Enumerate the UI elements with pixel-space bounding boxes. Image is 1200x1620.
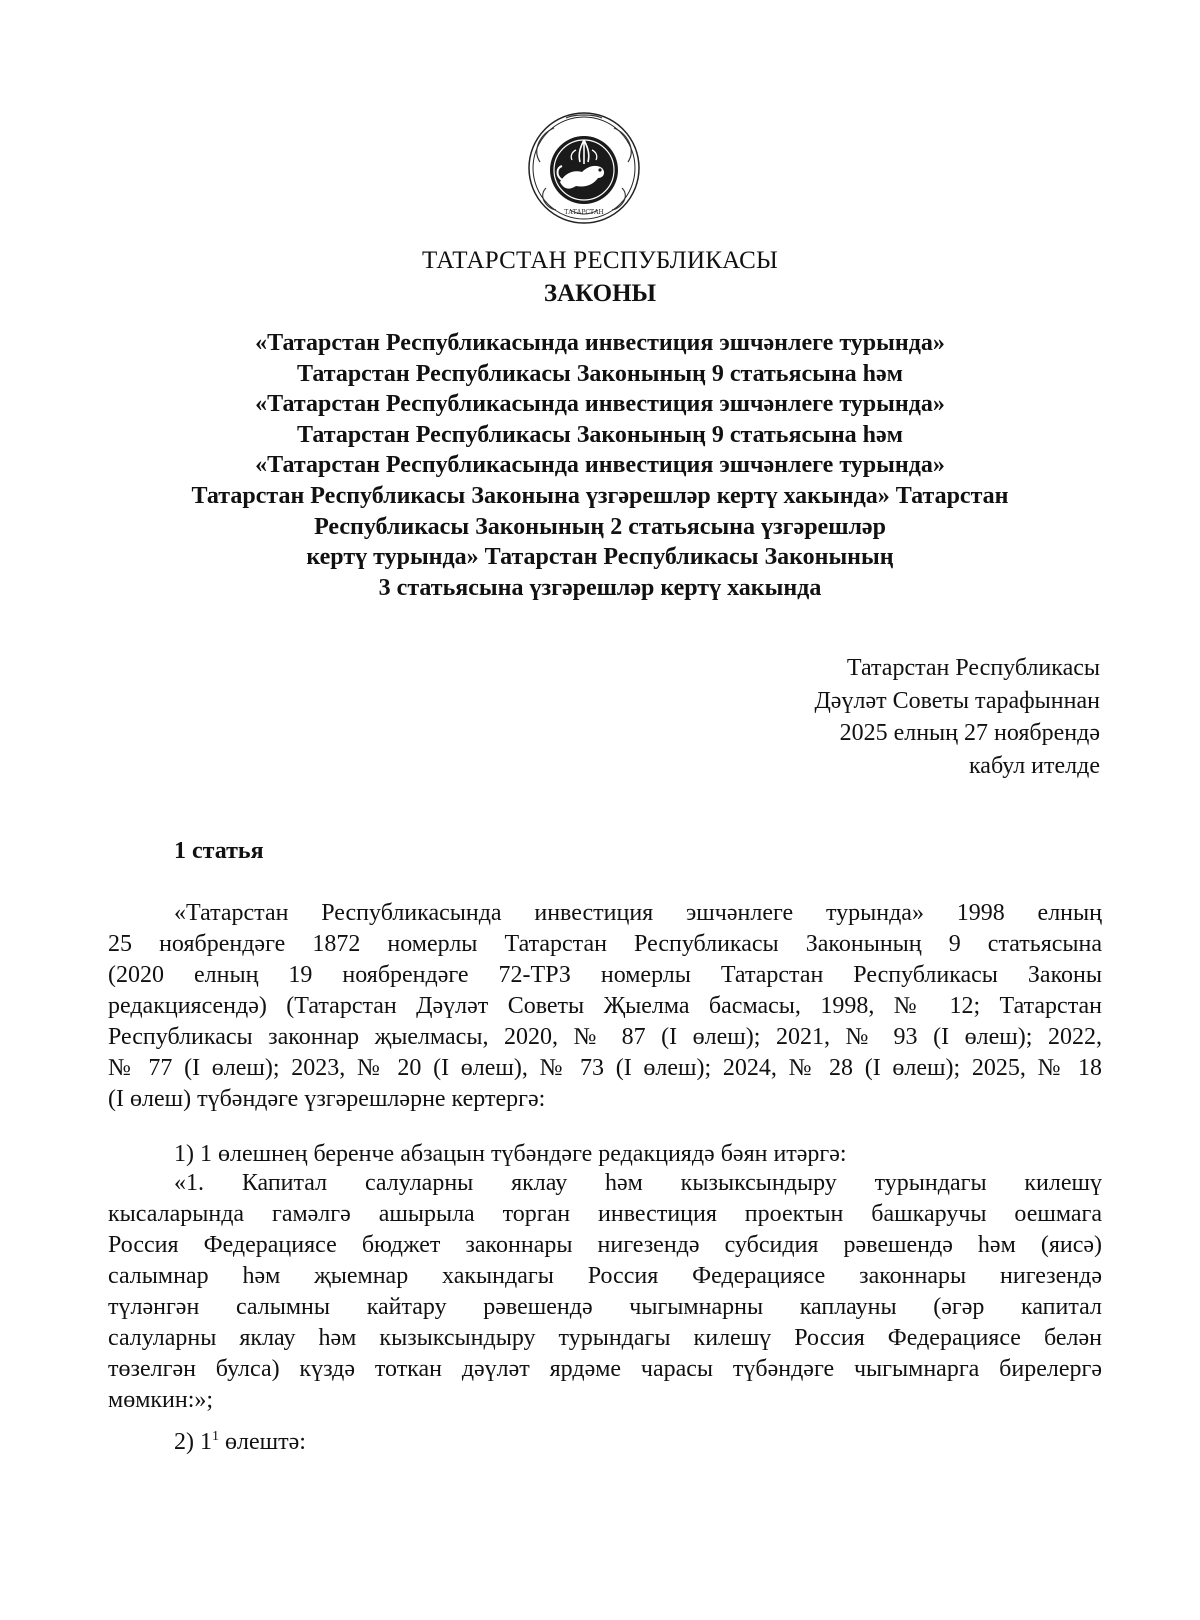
quoted-amendment-paragraph (108, 1168, 1102, 1416)
paragraph-line: салымнар һәм җыемнар хакындагы Россия Федерациясе законнары нигезендә (108, 1263, 1102, 1289)
paragraph-line: № 77 (I өлеш); 2023, № 20 (I өлеш), № 73 (I өлеш); 2024, № 28 (I өлеш); 2025, № 18 (108, 1055, 1102, 1081)
adoption-line: 2025 елның 27 ноябрендә (839, 720, 1100, 746)
article-intro-paragraph (108, 898, 1102, 1115)
title-line: кертү турында» Татарстан Республикасы Законының (306, 544, 894, 571)
paragraph-line: Республикасы законнар җыелмасы, 2020, № 87 (I өлеш); 2021, № 93 (I өлеш); 2022, (108, 1024, 1102, 1050)
paragraph-line: кысаларында гамәлгә ашырыла торган инвестиция проектын башкаручы оешмага (108, 1201, 1102, 1227)
adoption-line: кабул ителде (969, 752, 1100, 779)
paragraph-line: редакциясендә) (Татарстан Дәүләт Советы Җыелма басмасы, 1998, № 12; Татарстан (108, 993, 1102, 1019)
paragraph-line: мөмкин:»; (108, 1387, 214, 1413)
paragraph-line: салуларны яклау һәм кызыксындыру турындагы килешү Россия Федерациясе белән (108, 1325, 1102, 1351)
paragraph-line: «1. Капитал салуларны яклау һәм кызыксындыру турындагы килешү (174, 1170, 1102, 1196)
paragraph-line: 25 ноябрендәге 1872 номерлы Татарстан Республикасы Законының 9 статьясына (108, 931, 1102, 957)
article-heading: 1 статья (174, 838, 264, 864)
adoption-line: Татарстан Республикасы (846, 655, 1100, 681)
paragraph-line: Россия Федерациясе бюджет законнары нигезендә субсидия рәвешендә һәм (яисә) (108, 1232, 1102, 1258)
item2-suffix: өлештә: (219, 1429, 306, 1455)
title-line: 3 статьясына үзгәрешләр кертү хакында (378, 574, 822, 601)
document-heading (100, 244, 1100, 310)
amendment-item-2 (174, 1427, 306, 1458)
item2-superscript: 1 (212, 1429, 219, 1444)
title-line: Республикасы Законының 2 статьясына үзгәрешләр (314, 513, 886, 540)
adoption-line: Дәүләт Советы тарафыннан (814, 687, 1100, 714)
amendment-item-1: 1) 1 өлешнең беренче абзацын түбәндәге редакциядә бәян итәргә: (174, 1141, 847, 1167)
title-line: «Татарстан Республикасында инвестиция эшчәнлеге турында» (255, 391, 945, 418)
title-line: Татарстан Республикасы Законына үзгәрешләр кертү хакында» Татарстан (191, 482, 1009, 509)
paragraph-line: төзелгән булса) күздә тоткан дәүләт ярдәме чарасы түбәндәге чыгымнарга бирелергә (108, 1356, 1102, 1382)
republic-name: ТАТАРСТАН РЕСПУБЛИКАСЫ (422, 247, 778, 274)
paragraph-line: түләнгән салымны кайтару рәвешендә чыгымнарны каплауны (әгәр капитал (108, 1294, 1102, 1320)
emblem-inscription: ТАТАРСТАН (564, 209, 604, 216)
item2-prefix: 2) 1 (174, 1429, 212, 1455)
title-line: «Татарстан Республикасында инвестиция эшчәнлеге турында» (255, 330, 945, 356)
paragraph-line: «Татарстан Республикасында инвестиция эшчәнлеге турында» 1998 елның (174, 900, 1102, 926)
paragraph-line: (I өлеш) түбәндәге үзгәрешләрне кертергә: (108, 1086, 546, 1112)
coat-of-arms-icon (526, 110, 642, 226)
adoption-statement (814, 652, 1100, 782)
document-type: ЗАКОНЫ (543, 280, 657, 307)
title-line: Татарстан Республикасы Законының 9 статьясына һәм (296, 360, 904, 387)
paragraph-line: (2020 елның 19 ноябрендәге 72-ТРЗ номерлы Татарстан Республикасы Законы (108, 962, 1102, 988)
law-title (100, 328, 1100, 603)
title-line: «Татарстан Республикасында инвестиция эшчәнлеге турында» (255, 452, 945, 479)
title-line: Татарстан Республикасы Законының 9 статьясына һәм (296, 421, 904, 448)
